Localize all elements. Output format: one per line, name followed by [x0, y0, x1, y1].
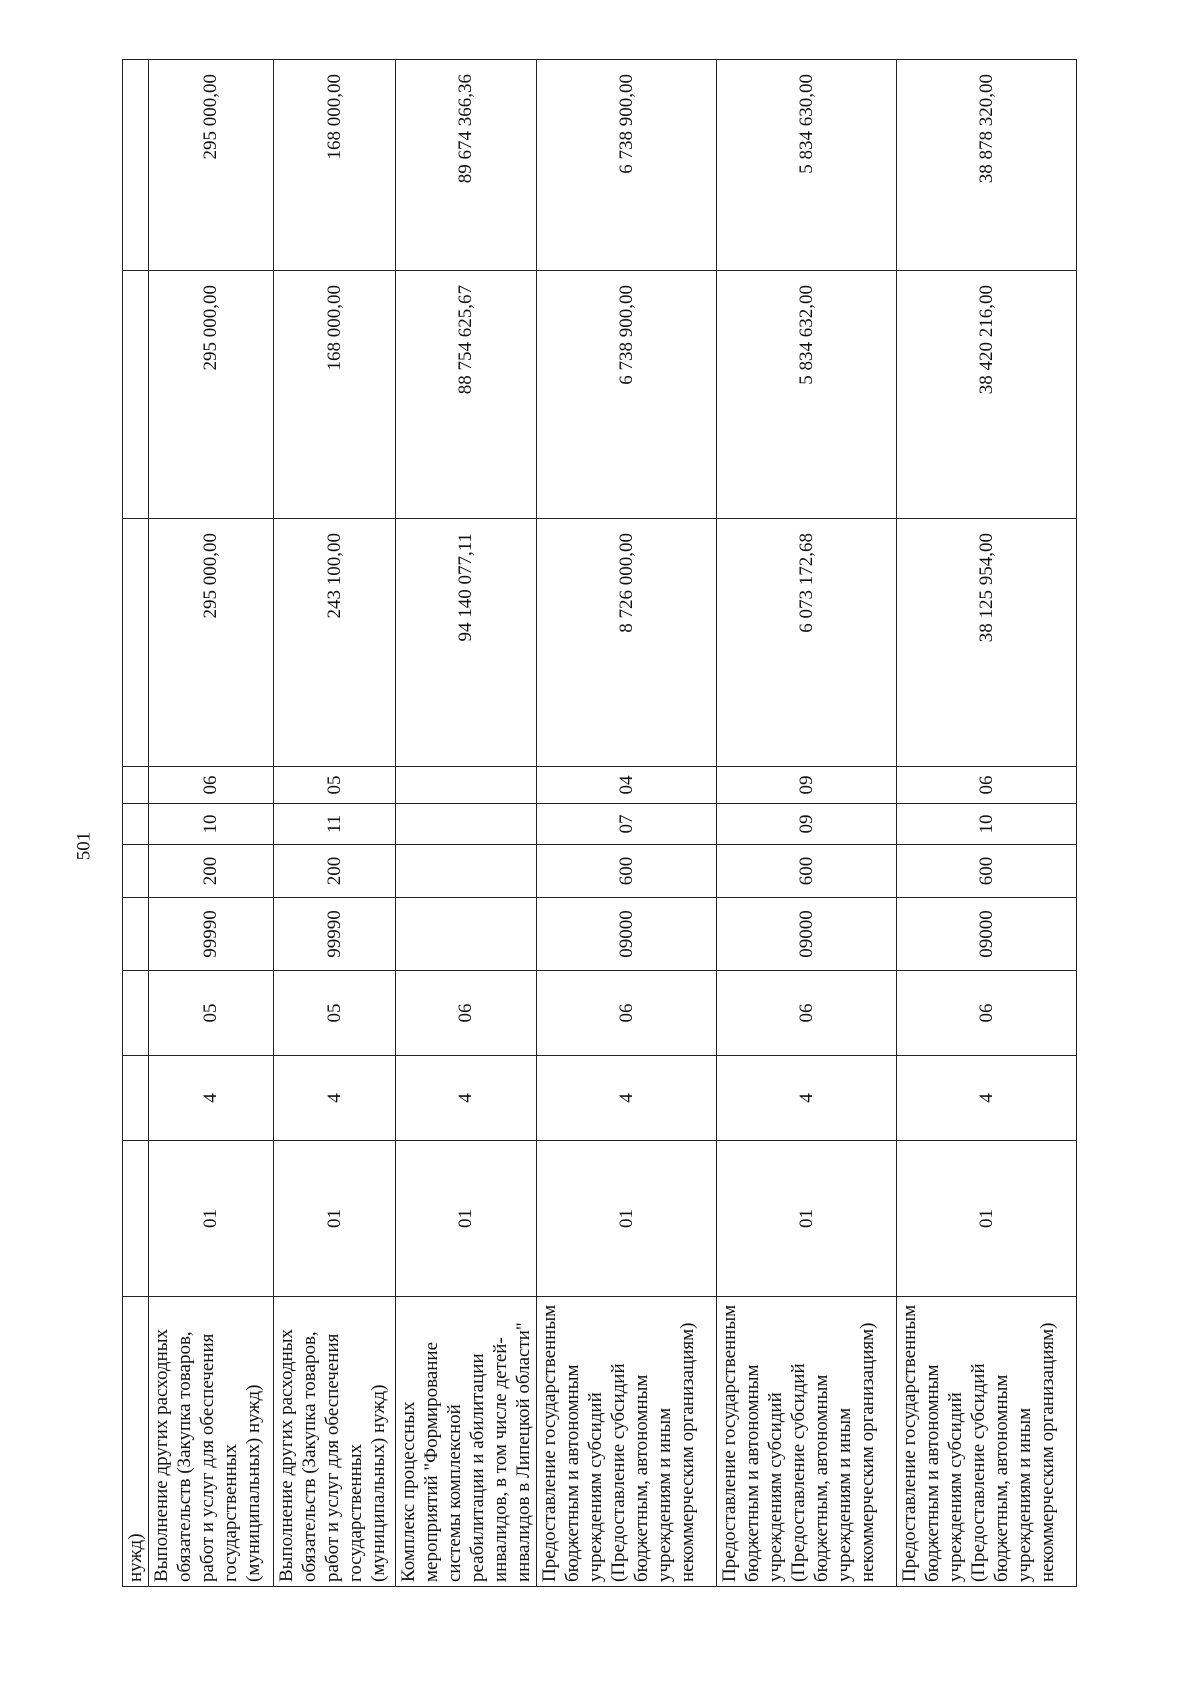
- code-cell: 09000: [897, 898, 1077, 971]
- amount-cell: 8 726 000,00: [537, 519, 717, 767]
- code-cell: 600: [897, 845, 1077, 898]
- code-cell: 01: [396, 1141, 537, 1297]
- code-cell: 01: [717, 1141, 897, 1297]
- code-cell: 09: [717, 767, 897, 804]
- amount-cell: 168 000,00: [274, 271, 396, 519]
- amount-cell: 243 100,00: [274, 519, 396, 767]
- code-cell: 600: [537, 845, 717, 898]
- code-cell: 09000: [717, 898, 897, 971]
- table-row: [149, 60, 274, 1587]
- code-cell: 05: [149, 971, 274, 1056]
- code-cell: 01: [274, 1141, 396, 1297]
- code-cell: 4: [149, 1056, 274, 1141]
- code-cell: 06: [897, 971, 1077, 1056]
- code-cell: 10: [149, 804, 274, 845]
- row-description: Выполнение других расходных обязательств (Закупка товаров, работ и услуг для обеспечения государственных (муниципальных) нужд): [274, 1297, 396, 1587]
- table-row: [537, 60, 717, 1587]
- amount-cell: 295 000,00: [149, 271, 274, 519]
- table-row: [274, 60, 396, 1587]
- amount-cell: 88 754 625,67: [396, 271, 537, 519]
- row-description: Предоставление государственным бюджетным и автономным учреждениям субсидий (Предоставление субсидий бюджетным, автономным учреждениям и иным некоммерческим организациям): [717, 1297, 897, 1587]
- code-cell: 4: [396, 1056, 537, 1141]
- table-row: [897, 60, 1077, 1587]
- row-description: Выполнение других расходных обязательств (Закупка товаров, работ и услуг для обеспечения государственных (муниципальных) нужд): [149, 1297, 274, 1587]
- row-description: Предоставление государственным бюджетным и автономным учреждениям субсидий (Предоставление субсидий бюджетным, автономным учреждениям и иным некоммерческим организациям): [897, 1297, 1077, 1587]
- amount-cell: 6 738 900,00: [537, 271, 717, 519]
- code-cell: 600: [717, 845, 897, 898]
- amount-cell: 5 834 630,00: [717, 60, 897, 271]
- code-cell: 07: [537, 804, 717, 845]
- code-cell: 06: [897, 767, 1077, 804]
- code-cell: 4: [537, 1056, 717, 1141]
- budget-table: [122, 59, 1077, 1587]
- amount-cell: 168 000,00: [274, 60, 396, 271]
- amount-cell: 38 878 320,00: [897, 60, 1077, 271]
- amount-cell: 6 738 900,00: [537, 60, 717, 271]
- amount-cell: 94 140 077,11: [396, 519, 537, 767]
- code-cell: 99990: [149, 898, 274, 971]
- amount-cell: 295 000,00: [149, 519, 274, 767]
- amount-cell: 89 674 366,36: [396, 60, 537, 271]
- code-cell: 99990: [274, 898, 396, 971]
- code-cell: 06: [149, 767, 274, 804]
- code-cell: 09: [717, 804, 897, 845]
- amount-cell: 38 420 216,00: [897, 271, 1077, 519]
- amount-cell: 5 834 632,00: [717, 271, 897, 519]
- code-cell: [396, 767, 537, 804]
- table-row-fragment: [123, 60, 149, 1587]
- page-number: 501: [73, 831, 95, 861]
- code-cell: 05: [274, 767, 396, 804]
- code-cell: [396, 845, 537, 898]
- code-cell: 11: [274, 804, 396, 845]
- code-cell: 200: [274, 845, 396, 898]
- code-cell: 4: [897, 1056, 1077, 1141]
- code-cell: 01: [149, 1141, 274, 1297]
- amount-cell: 6 073 172,68: [717, 519, 897, 767]
- code-cell: 06: [537, 971, 717, 1056]
- table-row: [717, 60, 897, 1587]
- row-description: нужд): [123, 1297, 149, 1587]
- row-description: Комплекс процессных мероприятий "Формирование системы комплексной реабилитации и абилитации инвалидов, в том числе детей-инвалидов в Липецкой области": [396, 1297, 537, 1587]
- code-cell: 01: [897, 1141, 1077, 1297]
- code-cell: 4: [717, 1056, 897, 1141]
- code-cell: [396, 898, 537, 971]
- code-cell: 06: [717, 971, 897, 1056]
- code-cell: 09000: [537, 898, 717, 971]
- code-cell: 01: [537, 1141, 717, 1297]
- amount-cell: 38 125 954,00: [897, 519, 1077, 767]
- code-cell: 06: [396, 971, 537, 1056]
- code-cell: 200: [149, 845, 274, 898]
- rotated-table-container: [122, 60, 1200, 1587]
- code-cell: 10: [897, 804, 1077, 845]
- code-cell: 05: [274, 971, 396, 1056]
- code-cell: 04: [537, 767, 717, 804]
- table-row: [396, 60, 537, 1587]
- row-description: Предоставление государственным бюджетным и автономным учреждениям субсидий (Предоставление субсидий бюджетным, автономным учреждениям и иным некоммерческим организациям): [537, 1297, 717, 1587]
- code-cell: 4: [274, 1056, 396, 1141]
- amount-cell: 295 000,00: [149, 60, 274, 271]
- code-cell: [396, 804, 537, 845]
